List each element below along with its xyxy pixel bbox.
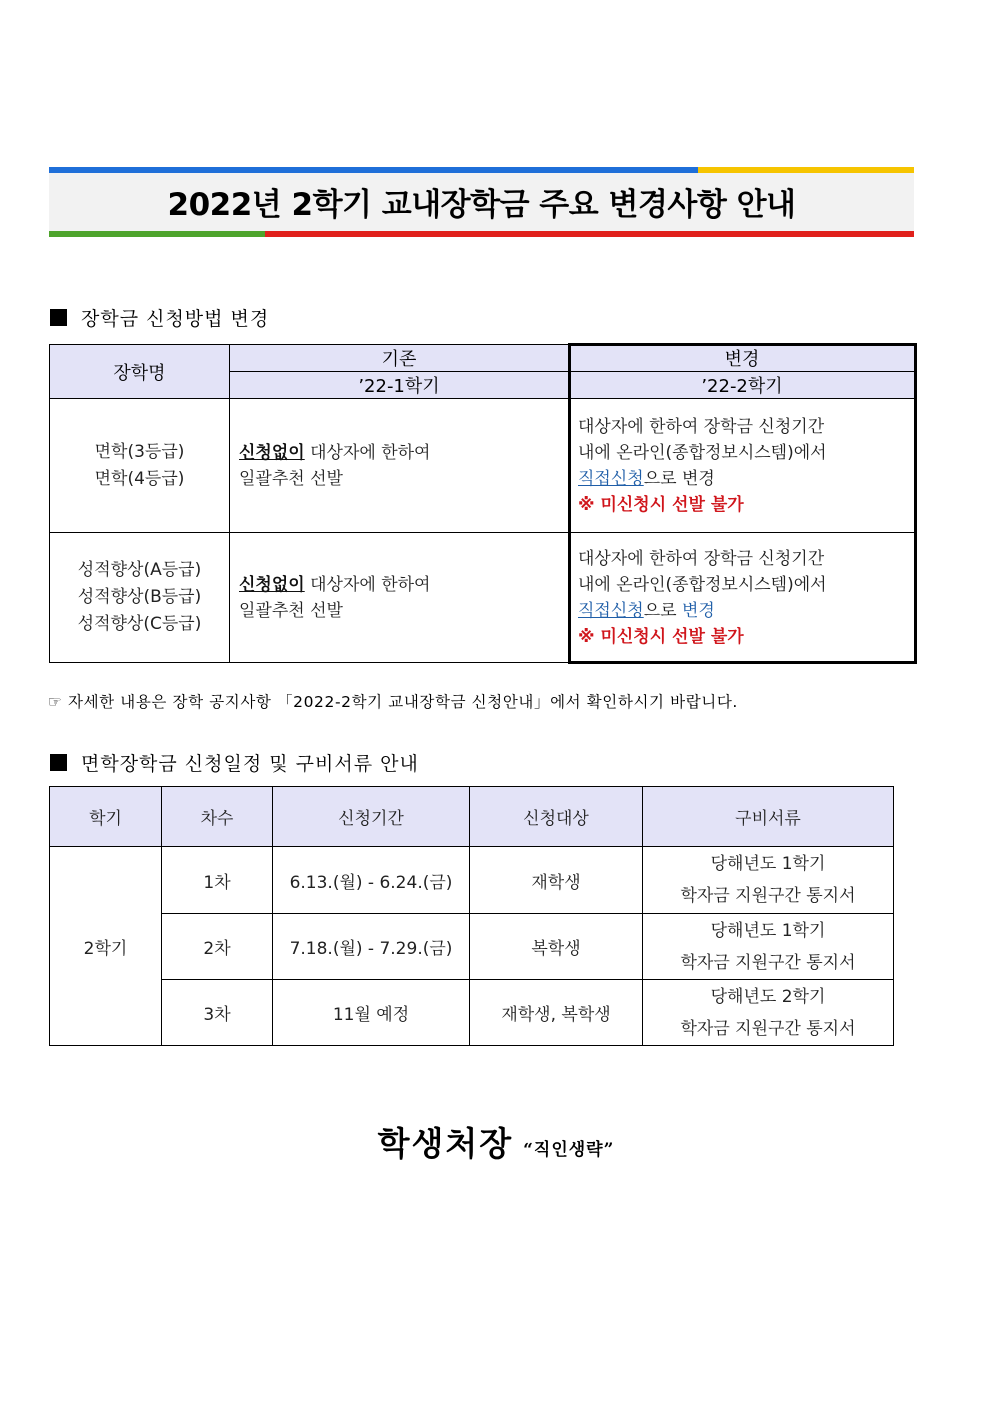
section2-heading bbox=[50, 749, 419, 776]
round-cell: 2차 bbox=[162, 914, 273, 980]
signature bbox=[0, 1118, 992, 1165]
direct-apply-link[interactable]: 직접신청 bbox=[578, 468, 644, 489]
header-new: 변경 bbox=[569, 345, 916, 372]
header-period: 신청기간 bbox=[273, 787, 470, 847]
old-text: 대상자에 한하여 bbox=[304, 574, 431, 595]
banner-bar-green bbox=[49, 231, 265, 237]
period-cell: 7.18.(월) - 7.29.(금) bbox=[273, 914, 470, 980]
schedule-table bbox=[49, 786, 894, 1046]
section1-heading bbox=[50, 304, 269, 331]
table-row bbox=[50, 980, 894, 1046]
header-documents: 구비서류 bbox=[643, 787, 894, 847]
row1-old bbox=[230, 399, 569, 533]
scholarship-name: 면학(3등급) bbox=[94, 441, 185, 462]
row2-new bbox=[569, 533, 916, 663]
section1-heading-text: 장학금 신청방법 변경 bbox=[81, 308, 270, 330]
target-cell: 재학생, 복학생 bbox=[470, 980, 643, 1046]
new-text-line1: 대상자에 한하여 장학금 신청기간 bbox=[578, 548, 825, 569]
period-cell: 11월 예정 bbox=[273, 980, 470, 1046]
header-semester: 학기 bbox=[50, 787, 162, 847]
notice-text: ☞ 자세한 내용은 장학 공지사항 「2022-2학기 교내장학금 신청안내」에서 확인하시기 바랍니다. bbox=[48, 693, 738, 711]
no-application-text: 신청없이 bbox=[239, 574, 305, 595]
target-cell: 복학생 bbox=[470, 914, 643, 980]
direct-apply-link[interactable]: 직접신청 bbox=[578, 600, 644, 621]
signature-title: 학생처장 bbox=[377, 1124, 514, 1163]
row2-names bbox=[50, 533, 230, 663]
new-text-line2: 내에 온라인(종합정보시스템)에서 bbox=[578, 574, 827, 595]
row1-new bbox=[569, 399, 916, 533]
row2-old bbox=[230, 533, 569, 663]
signature-seal-omitted: “직인생략” bbox=[523, 1140, 615, 1160]
square-bullet-icon bbox=[50, 754, 67, 771]
title-banner bbox=[49, 167, 914, 237]
scholarship-name: 면학(4등급) bbox=[94, 468, 185, 489]
header-old-semester: ’22-1학기 bbox=[230, 372, 569, 399]
header-round: 차수 bbox=[162, 787, 273, 847]
round-cell: 1차 bbox=[162, 847, 273, 914]
banner-bar-blue bbox=[49, 167, 698, 173]
no-application-text: 신청없이 bbox=[239, 442, 305, 463]
target-cell: 재학생 bbox=[470, 847, 643, 914]
table-row bbox=[50, 847, 894, 914]
scholarship-name: 성적향상(C등급) bbox=[77, 614, 202, 634]
documents-line2: 학자금 지원구간 통지서 bbox=[680, 1018, 856, 1039]
new-text-after-extra: 변경 bbox=[681, 600, 715, 621]
old-text-line2: 일괄추천 선발 bbox=[239, 600, 343, 621]
documents-line1: 당해년도 2학기 bbox=[710, 986, 826, 1007]
square-bullet-icon bbox=[50, 309, 67, 326]
documents-line2: 학자금 지원구간 통지서 bbox=[680, 886, 856, 906]
semester-cell: 2학기 bbox=[50, 847, 162, 1046]
old-text-line2: 일괄추천 선발 bbox=[239, 468, 343, 489]
scholarship-name: 성적향상(A등급) bbox=[77, 560, 202, 580]
round-cell: 3차 bbox=[162, 980, 273, 1046]
header-old: 기존 bbox=[230, 345, 569, 372]
documents-cell bbox=[643, 847, 894, 914]
documents-line2: 학자금 지원구간 통지서 bbox=[680, 952, 856, 973]
documents-cell bbox=[643, 914, 894, 980]
period-cell: 6.13.(월) - 6.24.(금) bbox=[273, 847, 470, 914]
banner-bar-red bbox=[265, 231, 914, 237]
documents-line1: 당해년도 1학기 bbox=[710, 854, 826, 874]
table-row bbox=[50, 914, 894, 980]
section2-heading-text: 면학장학금 신청일정 및 구비서류 안내 bbox=[81, 753, 419, 775]
new-text-line1: 대상자에 한하여 장학금 신청기간 bbox=[578, 416, 825, 437]
header-scholarship-name: 장학명 bbox=[50, 345, 230, 399]
banner-bar-yellow bbox=[698, 167, 914, 173]
row1-names bbox=[50, 399, 230, 533]
warning-text: ※ 미신청시 선발 불가 bbox=[578, 494, 744, 515]
warning-text: ※ 미신청시 선발 불가 bbox=[578, 626, 744, 647]
method-change-table bbox=[49, 344, 916, 663]
documents-cell bbox=[643, 980, 894, 1046]
new-text-line2: 내에 온라인(종합정보시스템)에서 bbox=[578, 442, 827, 463]
header-target: 신청대상 bbox=[470, 787, 643, 847]
scholarship-name: 성적향상(B등급) bbox=[77, 587, 202, 607]
new-text-after: 으로 변경 bbox=[643, 468, 715, 489]
old-text: 대상자에 한하여 bbox=[304, 442, 431, 463]
new-text-after: 으로 bbox=[643, 600, 682, 621]
header-new-semester: ’22-2학기 bbox=[569, 372, 916, 399]
page-title: 2022년 2학기 교내장학금 주요 변경사항 안내 bbox=[167, 187, 796, 223]
documents-line1: 당해년도 1학기 bbox=[710, 920, 826, 941]
